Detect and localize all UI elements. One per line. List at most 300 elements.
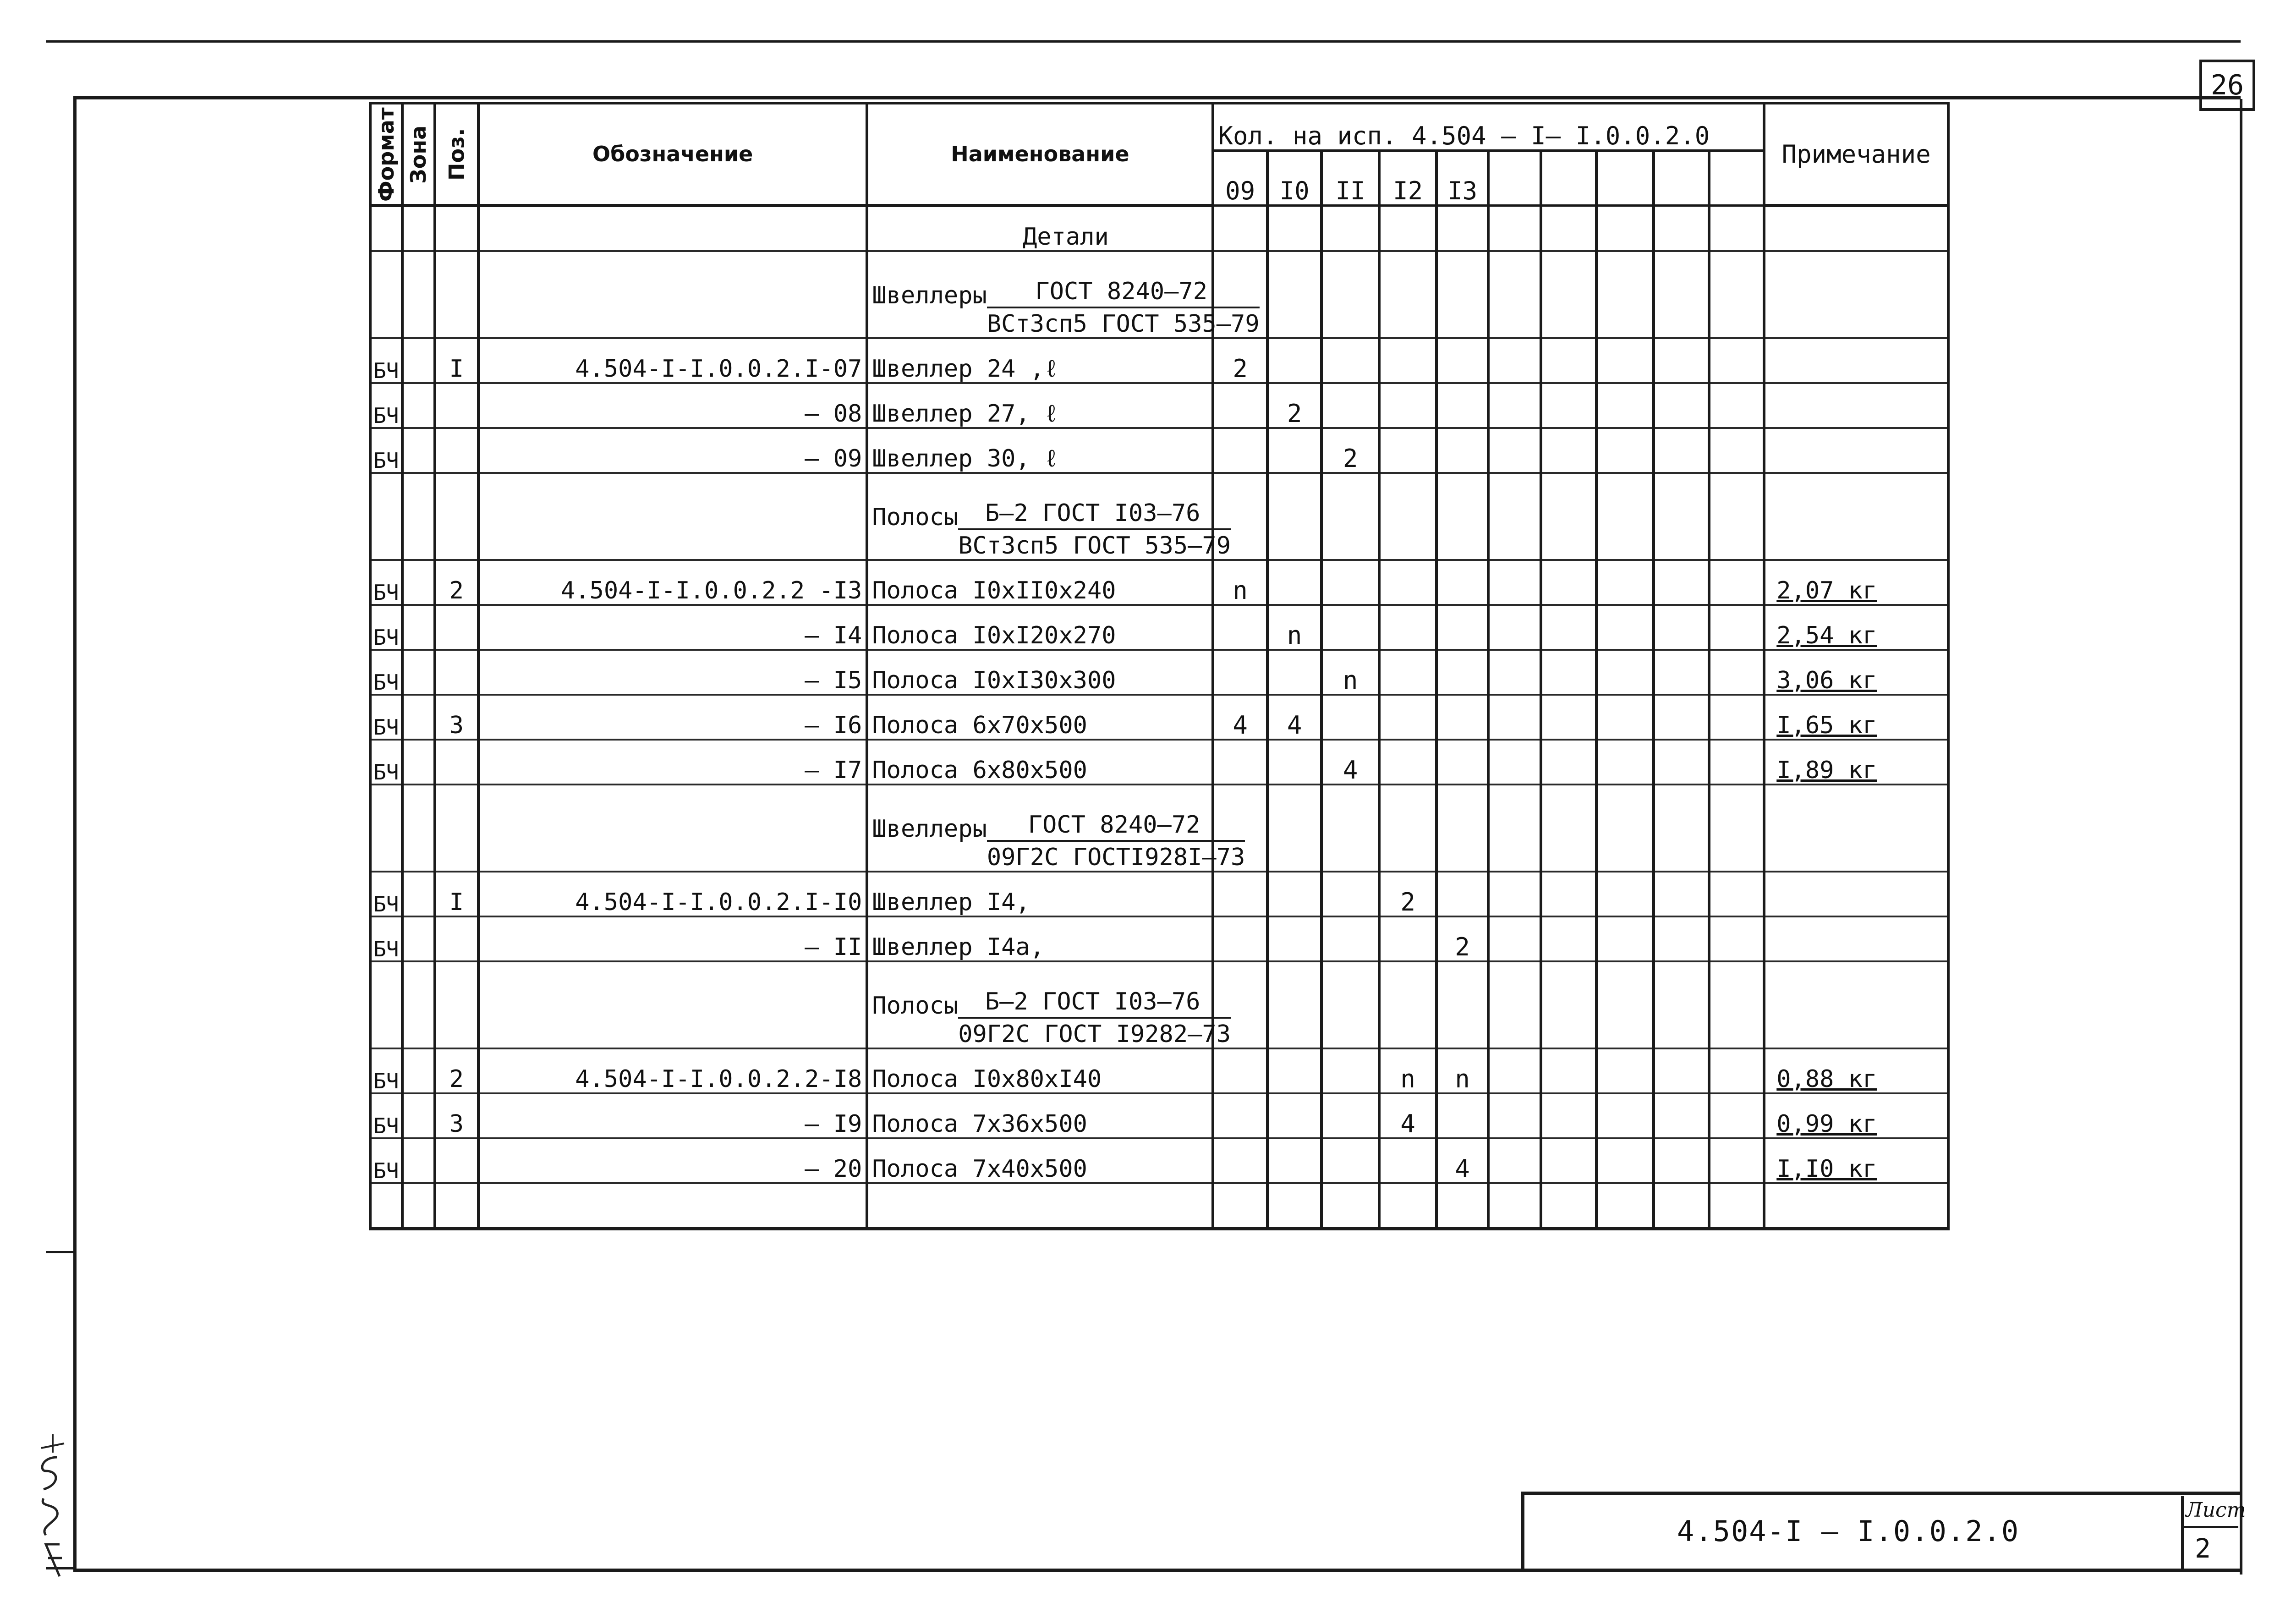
format-cell: БЧ <box>370 428 402 473</box>
qty-cell <box>1541 338 1596 383</box>
qty-cell <box>1379 1138 1437 1183</box>
qty-col-header: 09 <box>1213 151 1267 206</box>
qty-cell <box>1379 383 1437 428</box>
qty-cell <box>1213 1093 1267 1138</box>
qty-cell <box>1596 1048 1654 1093</box>
qty-cell <box>1379 650 1437 695</box>
designation-cell <box>478 961 867 1048</box>
qty-cell <box>1321 560 1379 605</box>
qty-cell <box>1541 428 1596 473</box>
qty-cell <box>1709 740 1765 785</box>
qty-cell <box>1321 1093 1379 1138</box>
qty-cell <box>1267 872 1321 916</box>
designation-cell: – I7 <box>478 740 867 785</box>
qty-cell <box>1541 740 1596 785</box>
qty-cell <box>1488 916 1541 961</box>
pos-cell: I <box>435 338 478 383</box>
format-cell: БЧ <box>370 605 402 650</box>
name-cell: Полоса 7x40x500 <box>867 1138 1213 1183</box>
qty-cell <box>1488 473 1541 560</box>
qty-cell: n <box>1213 560 1267 605</box>
qty-cell <box>1541 473 1596 560</box>
qty-cell <box>1488 961 1541 1048</box>
pos-cell: 2 <box>435 560 478 605</box>
note-cell: 0,88 кг <box>1764 1048 1948 1093</box>
name-cell <box>867 785 1245 872</box>
note-cell: I,89 кг <box>1764 740 1948 785</box>
fraction-material: ВСт3сп5 ГОСТ 535–79 <box>958 532 1231 560</box>
top-rule <box>46 40 2241 43</box>
format-cell: БЧ <box>370 650 402 695</box>
qty-cell: 2 <box>1321 428 1379 473</box>
qty-cell <box>1596 961 1654 1048</box>
qty-cell <box>1541 961 1596 1048</box>
qty-cell <box>1654 650 1709 695</box>
qty-cell <box>1436 785 1488 872</box>
qty-cell: n <box>1436 1048 1488 1093</box>
qty-cell <box>1709 916 1765 961</box>
qty-cell <box>1541 1048 1596 1093</box>
sheet-number: 2 <box>2195 1533 2211 1564</box>
note-header: Примечание <box>1764 103 1948 206</box>
qty-cell: n <box>1379 1048 1437 1093</box>
note-cell <box>1764 785 1948 872</box>
qty-col-header <box>1541 151 1596 206</box>
sheet-label: Лист <box>2186 1498 2246 1522</box>
name-cell <box>867 1183 1213 1229</box>
qty-cell: 4 <box>1436 1138 1488 1183</box>
designation-cell <box>478 251 867 338</box>
qty-cell <box>1709 785 1765 872</box>
qty-cell <box>1321 251 1379 338</box>
qty-cell <box>1267 1048 1321 1093</box>
qty-cell <box>1596 740 1654 785</box>
qty-cell <box>1654 740 1709 785</box>
qty-cell <box>1541 560 1596 605</box>
pos-cell <box>435 206 478 252</box>
zone-cell <box>402 1183 434 1229</box>
fraction-label: Швеллеры <box>872 282 987 310</box>
fraction-label: Полосы <box>872 992 959 1020</box>
qty-cell <box>1654 206 1709 252</box>
qty-cell <box>1267 206 1321 252</box>
quantity-header: Кол. на исп. 4.504 – I– I.0.0.2.0 <box>1213 103 1764 151</box>
qty-cell <box>1709 473 1765 560</box>
qty-cell <box>1488 1138 1541 1183</box>
qty-cell <box>1596 338 1654 383</box>
qty-cell <box>1488 338 1541 383</box>
qty-cell <box>1596 872 1654 916</box>
qty-cell <box>1321 473 1379 560</box>
qty-cell <box>1709 560 1765 605</box>
designation-cell <box>478 206 867 252</box>
qty-cell <box>1436 1093 1488 1138</box>
pos-cell <box>435 473 478 560</box>
qty-cell <box>1488 695 1541 740</box>
qty-cell <box>1436 251 1488 338</box>
qty-cell <box>1267 428 1321 473</box>
qty-cell <box>1321 338 1379 383</box>
qty-cell <box>1596 695 1654 740</box>
fraction-material: ВСт3сп5 ГОСТ 535–79 <box>987 310 1260 338</box>
qty-cell <box>1321 916 1379 961</box>
handwritten-inventory-note <box>32 1430 73 1581</box>
qty-cell <box>1541 251 1596 338</box>
zone-cell <box>402 961 434 1048</box>
qty-cell <box>1596 473 1654 560</box>
qty-cell <box>1379 560 1437 605</box>
qty-cell <box>1379 428 1437 473</box>
zone-cell <box>402 650 434 695</box>
qty-cell <box>1379 695 1437 740</box>
qty-cell <box>1596 251 1654 338</box>
qty-cell <box>1267 740 1321 785</box>
qty-cell <box>1541 383 1596 428</box>
table-row <box>370 1138 1948 1183</box>
qty-cell <box>1596 650 1654 695</box>
qty-cell <box>1541 916 1596 961</box>
qty-cell <box>1709 1093 1765 1138</box>
qty-cell: 4 <box>1213 695 1267 740</box>
qty-cell <box>1436 961 1488 1048</box>
qty-cell <box>1436 1183 1488 1229</box>
qty-cell <box>1709 338 1765 383</box>
format-cell <box>370 473 402 560</box>
table-row <box>370 383 1948 428</box>
name-cell: Полоса 7x36x500 <box>867 1093 1213 1138</box>
document-code: 4.504-I – I.0.0.2.0 <box>1677 1514 2020 1548</box>
qty-cell <box>1596 1138 1654 1183</box>
qty-cell: 4 <box>1321 740 1379 785</box>
qty-col-header: I2 <box>1379 151 1437 206</box>
qty-cell <box>1379 206 1437 252</box>
name-cell: Швеллер 24 ,ℓ <box>867 338 1213 383</box>
format-cell <box>370 961 402 1048</box>
fraction-standard: Б–2 ГОСТ I03–76 <box>958 500 1231 530</box>
qty-cell <box>1379 961 1437 1048</box>
table-row <box>370 206 1948 252</box>
qty-cell <box>1654 605 1709 650</box>
qty-cell: 2 <box>1267 383 1321 428</box>
qty-cell <box>1596 560 1654 605</box>
format-header: Формат <box>370 103 402 206</box>
pos-cell <box>435 383 478 428</box>
zone-cell <box>402 206 434 252</box>
qty-cell <box>1321 1183 1379 1229</box>
qty-cell <box>1213 650 1267 695</box>
designation-cell: – 20 <box>478 1138 867 1183</box>
qty-cell <box>1541 785 1596 872</box>
qty-cell <box>1213 428 1267 473</box>
name-cell: Полоса I0xI30x300 <box>867 650 1213 695</box>
pos-cell <box>435 785 478 872</box>
format-cell: БЧ <box>370 916 402 961</box>
zone-cell <box>402 473 434 560</box>
qty-cell <box>1596 605 1654 650</box>
designation-cell: 4.504-I-I.0.0.2.I-07 <box>478 338 867 383</box>
qty-cell <box>1488 560 1541 605</box>
designation-cell: 4.504-I-I.0.0.2.2 -I3 <box>478 560 867 605</box>
qty-cell <box>1709 872 1765 916</box>
pos-cell <box>435 1138 478 1183</box>
material-fraction <box>872 500 1231 559</box>
zone-cell <box>402 428 434 473</box>
qty-cell <box>1321 695 1379 740</box>
pos-cell <box>435 428 478 473</box>
name-cell: Швеллер 27, ℓ <box>867 383 1213 428</box>
qty-cell <box>1596 383 1654 428</box>
pos-cell: 2 <box>435 1048 478 1093</box>
note-cell <box>1764 916 1948 961</box>
table-row <box>370 338 1948 383</box>
qty-col-header <box>1488 151 1541 206</box>
qty-cell <box>1596 206 1654 252</box>
designation-cell: – I6 <box>478 695 867 740</box>
format-cell: БЧ <box>370 872 402 916</box>
fraction-standard: ГОСТ 8240–72 <box>987 812 1245 842</box>
qty-cell <box>1488 740 1541 785</box>
specification-table <box>369 102 1950 1230</box>
table-row <box>370 605 1948 650</box>
qty-cell <box>1379 916 1437 961</box>
qty-cell <box>1321 383 1379 428</box>
table-row <box>370 560 1948 605</box>
table-row <box>370 650 1948 695</box>
material-fraction <box>872 989 1231 1048</box>
qty-cell <box>1213 605 1267 650</box>
qty-cell <box>1321 785 1379 872</box>
note-cell <box>1764 206 1948 252</box>
zone-cell <box>402 383 434 428</box>
qty-cell <box>1379 605 1437 650</box>
pos-cell <box>435 251 478 338</box>
qty-cell <box>1488 872 1541 916</box>
format-cell: БЧ <box>370 1138 402 1183</box>
qty-cell <box>1596 428 1654 473</box>
zone-cell <box>402 740 434 785</box>
fraction-label: Швеллеры <box>872 815 987 843</box>
designation-cell <box>478 1183 867 1229</box>
qty-cell <box>1654 916 1709 961</box>
pos-cell <box>435 961 478 1048</box>
qty-cell <box>1379 473 1437 560</box>
qty-cell <box>1541 1138 1596 1183</box>
format-cell: БЧ <box>370 695 402 740</box>
qty-cell <box>1596 1093 1654 1138</box>
qty-cell <box>1213 1048 1267 1093</box>
designation-cell <box>478 785 867 872</box>
qty-cell <box>1541 872 1596 916</box>
pos-cell <box>435 650 478 695</box>
format-cell: БЧ <box>370 740 402 785</box>
pos-cell <box>435 605 478 650</box>
table-row <box>370 428 1948 473</box>
qty-cell <box>1321 1138 1379 1183</box>
qty-cell <box>1654 383 1709 428</box>
fraction-material: 09Г2С ГОСТI928I–73 <box>987 844 1245 872</box>
qty-cell <box>1654 961 1709 1048</box>
format-cell: БЧ <box>370 383 402 428</box>
note-cell <box>1764 428 1948 473</box>
qty-cell <box>1654 695 1709 740</box>
qty-cell <box>1488 1093 1541 1138</box>
name-cell: Швеллер 30, ℓ <box>867 428 1213 473</box>
qty-col-header <box>1596 151 1654 206</box>
qty-cell <box>1709 428 1765 473</box>
qty-cell <box>1379 785 1437 872</box>
qty-cell: n <box>1321 650 1379 695</box>
note-cell <box>1764 872 1948 916</box>
qty-cell <box>1321 1048 1379 1093</box>
qty-cell <box>1488 1048 1541 1093</box>
qty-cell: 2 <box>1436 916 1488 961</box>
table-row <box>370 872 1948 916</box>
qty-cell <box>1709 695 1765 740</box>
qty-col-header <box>1709 151 1765 206</box>
format-cell: БЧ <box>370 1093 402 1138</box>
qty-cell <box>1654 338 1709 383</box>
qty-cell <box>1654 251 1709 338</box>
designation-header: Обозначение <box>478 103 867 206</box>
note-cell: 0,99 кг <box>1764 1093 1948 1138</box>
qty-cell <box>1541 695 1596 740</box>
name-cell <box>867 251 1260 338</box>
format-cell <box>370 206 402 252</box>
qty-cell: 2 <box>1213 338 1267 383</box>
table-row <box>370 1183 1948 1229</box>
name-cell: Полоса I0x80xI40 <box>867 1048 1213 1093</box>
name-cell: Швеллер I4а, <box>867 916 1213 961</box>
table-row <box>370 785 1948 872</box>
qty-cell <box>1436 560 1488 605</box>
table-row <box>370 1048 1948 1093</box>
qty-cell <box>1654 560 1709 605</box>
qty-cell <box>1321 961 1379 1048</box>
qty-cell <box>1213 872 1267 916</box>
fraction-standard: ГОСТ 8240–72 <box>987 279 1260 308</box>
pos-header: Поз. <box>435 103 478 206</box>
format-cell: БЧ <box>370 1048 402 1093</box>
qty-cell <box>1321 605 1379 650</box>
qty-cell <box>1379 338 1437 383</box>
zone-header: Зона <box>402 103 434 206</box>
qty-cell <box>1541 206 1596 252</box>
table-row <box>370 740 1948 785</box>
table-row <box>370 916 1948 961</box>
note-cell: 2,54 кг <box>1764 605 1948 650</box>
format-cell <box>370 1183 402 1229</box>
qty-cell: n <box>1267 605 1321 650</box>
qty-cell <box>1213 916 1267 961</box>
qty-cell <box>1596 785 1654 872</box>
qty-cell <box>1379 251 1437 338</box>
qty-cell <box>1213 383 1267 428</box>
qty-cell <box>1654 1183 1709 1229</box>
qty-cell <box>1709 961 1765 1048</box>
pos-cell <box>435 1183 478 1229</box>
qty-cell <box>1321 872 1379 916</box>
qty-cell <box>1709 650 1765 695</box>
designation-cell: – 08 <box>478 383 867 428</box>
qty-cell <box>1379 1183 1437 1229</box>
note-cell <box>1764 1183 1948 1229</box>
table-row <box>370 251 1948 338</box>
designation-cell: – I9 <box>478 1093 867 1138</box>
qty-cell <box>1436 428 1488 473</box>
qty-cell <box>1541 605 1596 650</box>
qty-cell <box>1267 251 1321 338</box>
qty-cell <box>1436 650 1488 695</box>
qty-cell <box>1267 1183 1321 1229</box>
qty-cell <box>1709 605 1765 650</box>
qty-col-header: II <box>1321 151 1379 206</box>
note-cell: 3,06 кг <box>1764 650 1948 695</box>
pos-cell <box>435 916 478 961</box>
note-cell <box>1764 383 1948 428</box>
qty-cell <box>1436 872 1488 916</box>
pos-cell: I <box>435 872 478 916</box>
qty-cell <box>1654 1138 1709 1183</box>
zone-cell <box>402 916 434 961</box>
format-cell: БЧ <box>370 560 402 605</box>
qty-cell <box>1436 695 1488 740</box>
qty-cell <box>1267 1138 1321 1183</box>
qty-cell <box>1436 338 1488 383</box>
qty-cell <box>1488 785 1541 872</box>
designation-cell: – I4 <box>478 605 867 650</box>
name-cell: Полоса 6x80x500 <box>867 740 1213 785</box>
fraction-label: Полосы <box>872 504 959 532</box>
left-tick <box>46 1251 74 1253</box>
designation-cell: – 09 <box>478 428 867 473</box>
qty-cell <box>1654 473 1709 560</box>
qty-cell <box>1436 473 1488 560</box>
qty-cell <box>1267 1093 1321 1138</box>
qty-cell <box>1709 1048 1765 1093</box>
qty-cell <box>1267 961 1321 1048</box>
qty-cell <box>1488 251 1541 338</box>
name-cell: Полоса I0xII0x240 <box>867 560 1213 605</box>
designation-cell: – I5 <box>478 650 867 695</box>
qty-col-header <box>1654 151 1709 206</box>
qty-cell <box>1267 560 1321 605</box>
name-cell: Детали <box>867 206 1213 252</box>
qty-cell <box>1213 206 1267 252</box>
name-header: Наименование <box>867 103 1213 206</box>
name-cell: Полоса I0xI20x270 <box>867 605 1213 650</box>
sheet-corner-number: 26 <box>2199 60 2255 111</box>
qty-cell <box>1213 1138 1267 1183</box>
qty-cell: 4 <box>1267 695 1321 740</box>
qty-cell <box>1488 206 1541 252</box>
zone-cell <box>402 872 434 916</box>
qty-cell <box>1709 206 1765 252</box>
qty-cell <box>1488 1183 1541 1229</box>
zone-cell <box>402 1093 434 1138</box>
qty-cell <box>1654 872 1709 916</box>
qty-cell <box>1436 605 1488 650</box>
qty-cell <box>1379 740 1437 785</box>
qty-cell <box>1213 1183 1267 1229</box>
name-cell <box>867 473 1231 560</box>
format-cell <box>370 251 402 338</box>
zone-cell <box>402 1048 434 1093</box>
table-row <box>370 473 1948 560</box>
qty-cell <box>1267 916 1321 961</box>
qty-cell <box>1709 251 1765 338</box>
material-fraction <box>872 812 1245 871</box>
note-cell <box>1764 961 1948 1048</box>
